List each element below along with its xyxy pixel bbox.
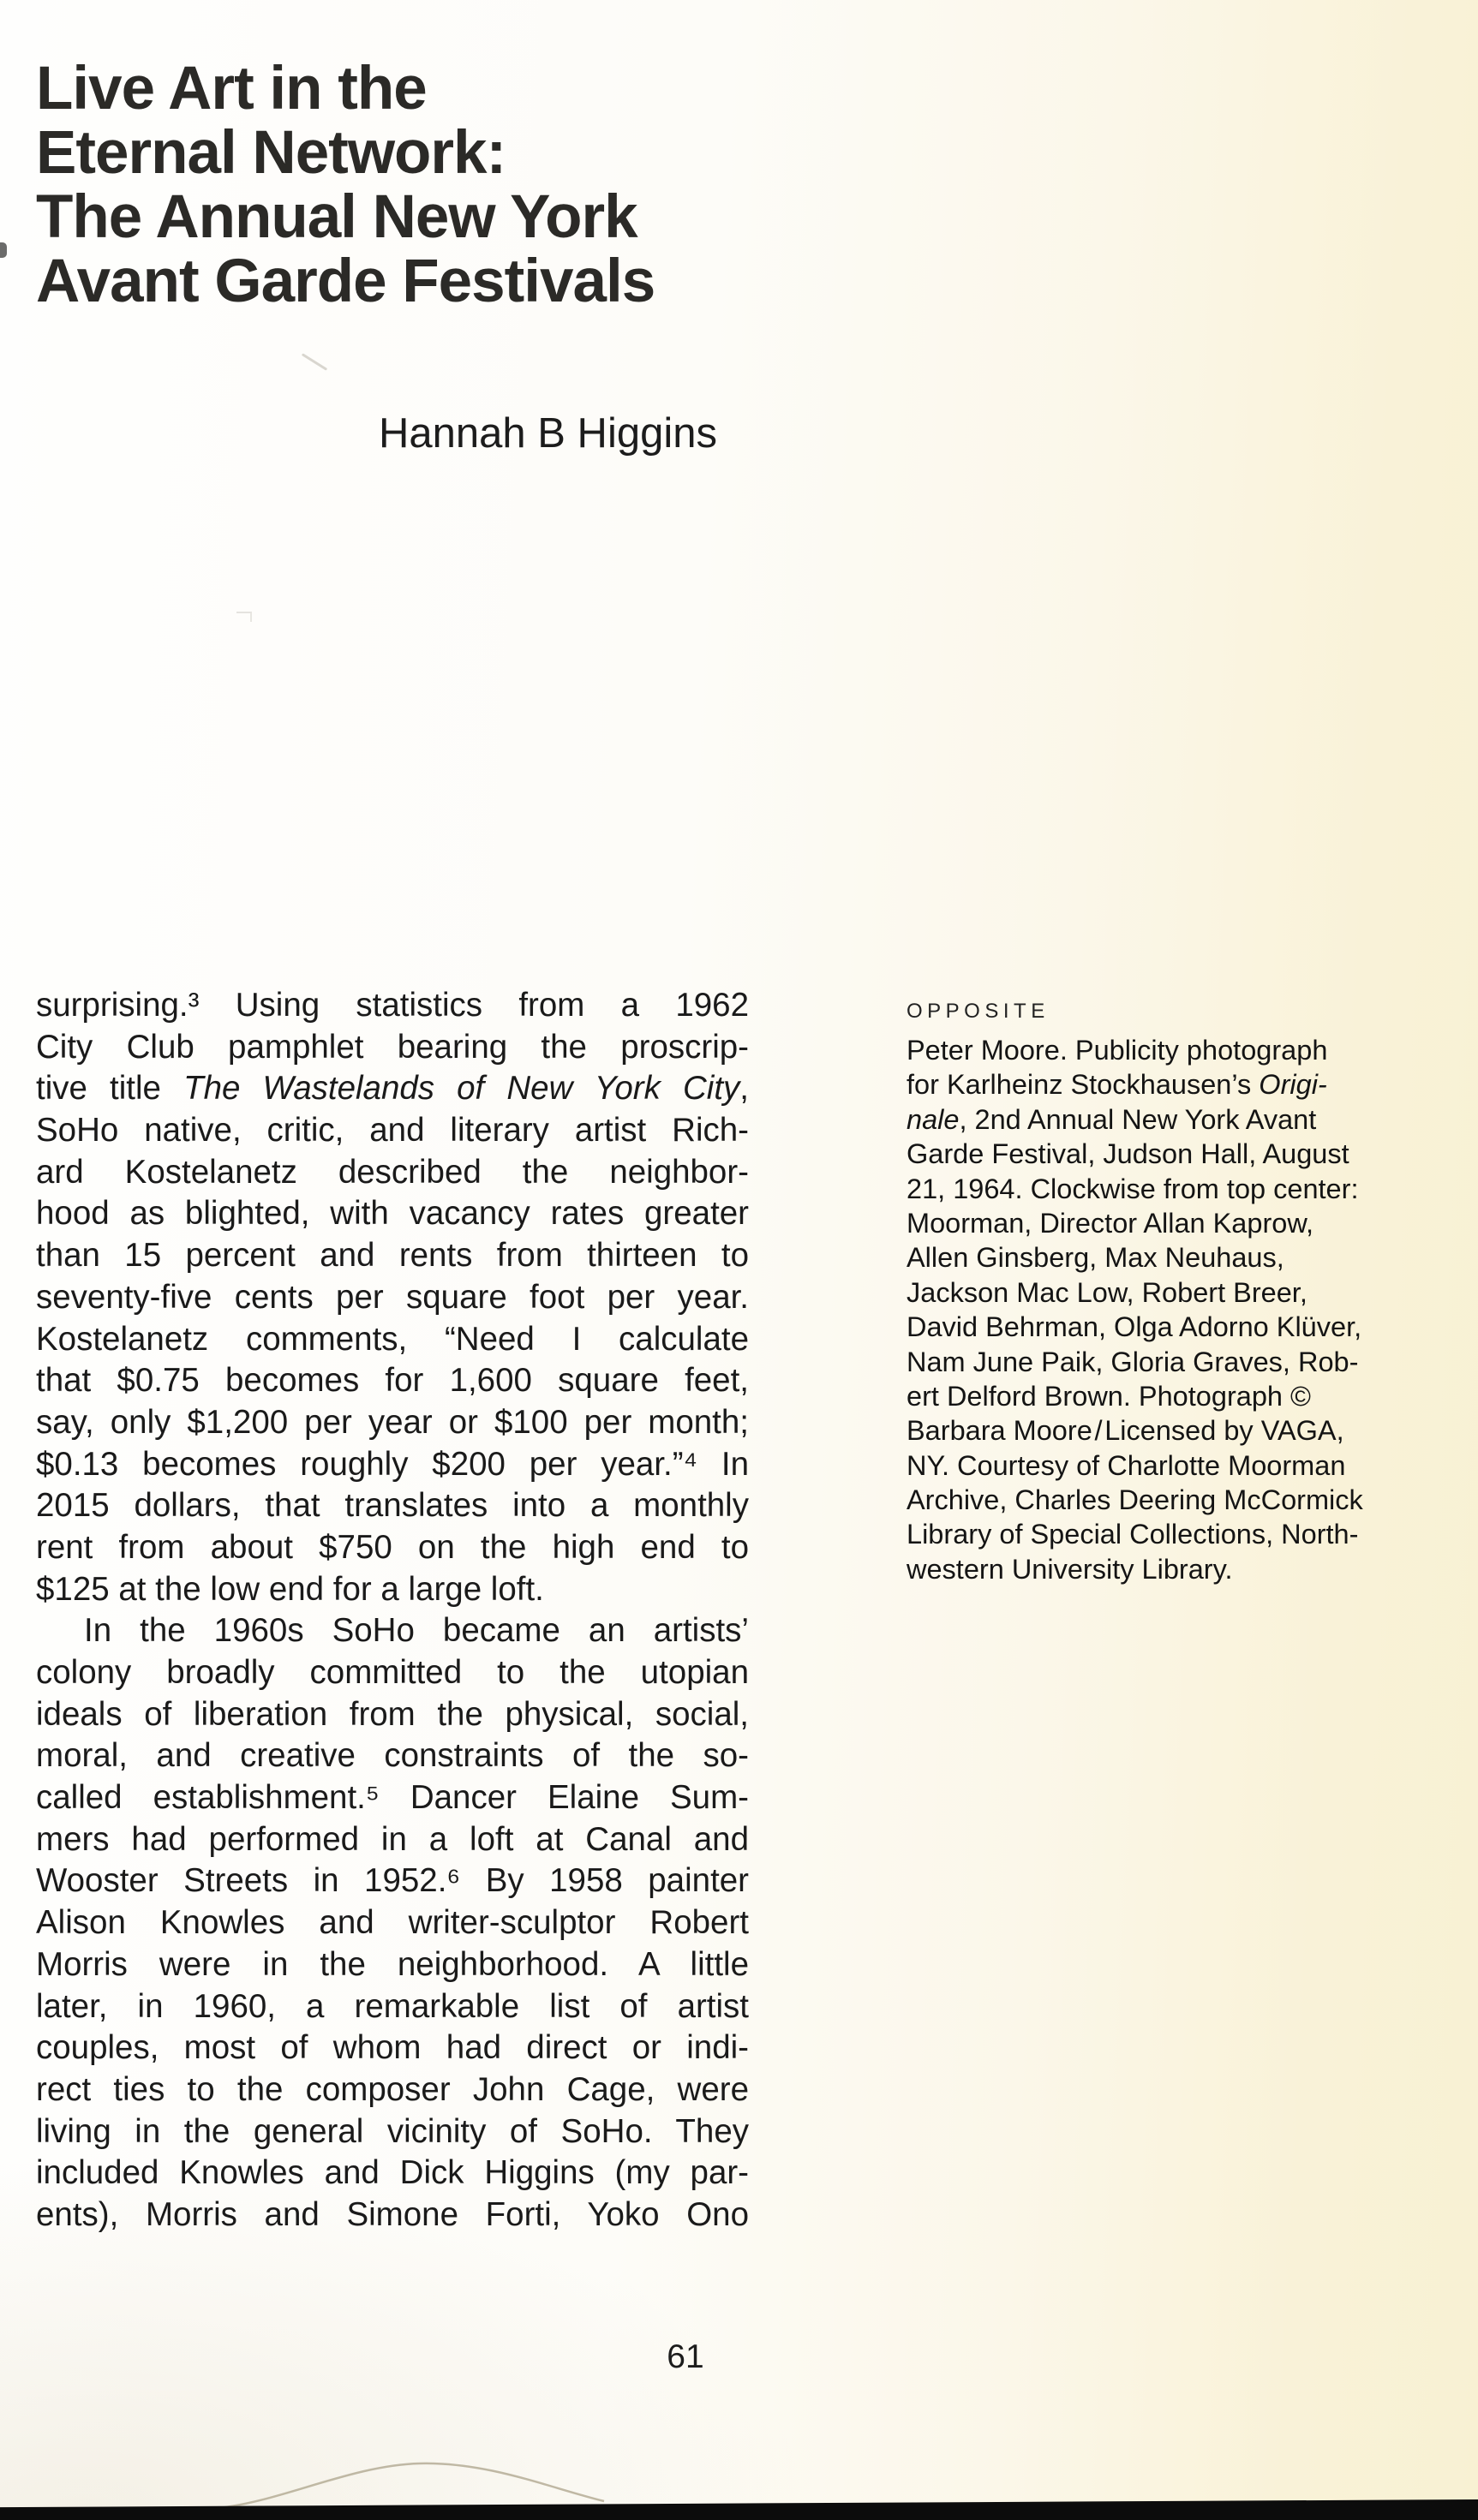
text-line: Allen Ginsberg, Max Neuhaus, <box>907 1242 1284 1274</box>
text-line: 21, 1964. Clockwise from top center: <box>907 1173 1359 1204</box>
text-line: Morris were in the neighborhood. A little <box>36 1945 749 1983</box>
text-line: ideals of liberation from the physical, social, <box>36 1695 749 1733</box>
text-line: hood as blighted, with vacancy rates greater <box>36 1195 749 1233</box>
author-name: Hannah B Higgins <box>379 410 717 457</box>
body-text-column <box>36 985 749 2236</box>
page-number: 61 <box>667 2338 704 2375</box>
text-line: Archive, Charles Deering McCormick <box>907 1484 1363 1516</box>
text-line: Moorman, Director Allan Kaprow, <box>907 1207 1314 1239</box>
text-line: Garde Festival, Judson Hall, August <box>907 1138 1349 1170</box>
text-line: SoHo native, critic, and literary artist Rich- <box>36 1112 749 1150</box>
text-line: say, only $1,200 per year or $100 per month; <box>36 1403 749 1441</box>
text-line: surprising.³ Using statistics from a 1962 <box>36 987 749 1024</box>
text-line: nale, 2nd Annual New York Avant <box>907 1103 1317 1135</box>
text-line: than 15 percent and rents from thirteen to <box>36 1237 749 1275</box>
text-line: $125 at the low end for a large loft. <box>36 1570 544 1608</box>
text-line: living in the general vicinity of SoHo. They <box>36 2112 749 2150</box>
text-line: Jackson Mac Low, Robert Breer, <box>907 1276 1307 1308</box>
text-line: Nam June Paik, Gloria Graves, Rob- <box>907 1346 1359 1377</box>
text-line: called establishment.⁵ Dancer Elaine Sum- <box>36 1779 749 1817</box>
title-line-1: Live Art in the <box>36 55 427 122</box>
text-line: Barbara Moore / Licensed by VAGA, <box>907 1415 1344 1447</box>
text-line: David Behrman, Olga Adorno Klüver, <box>907 1311 1362 1343</box>
text-line: rect ties to the composer John Cage, were <box>36 2070 749 2108</box>
text-line: colony broadly committed to the utopian <box>36 1654 749 1691</box>
caption-text <box>907 1033 1421 1586</box>
text-line: for Karlheinz Stockhausen’s Origi- <box>907 1069 1327 1101</box>
title-line-2: Eternal Network: <box>36 119 506 187</box>
scan-dot-artifact <box>236 612 252 622</box>
text-line: ard Kostelanetz described the neighbor- <box>36 1153 749 1191</box>
text-line: included Knowles and Dick Higgins (my par- <box>36 2154 749 2192</box>
text-line: In the 1960s SoHo became an artists’ <box>84 1612 749 1650</box>
text-line: moral, and creative constraints of the so- <box>36 1737 749 1775</box>
text-line: 2015 dollars, that translates into a monthly <box>36 1487 749 1525</box>
text-line: western University Library. <box>907 1553 1233 1585</box>
caption-label: OPPOSITE <box>907 1000 1050 1023</box>
text-line: ents), Morris and Simone Forti, Yoko Ono <box>36 2195 749 2233</box>
text-line: Alison Knowles and writer-sculptor Robert <box>36 1904 749 1942</box>
text-line: Peter Moore. Publicity photograph <box>907 1035 1328 1066</box>
text-line: rent from about $750 on the high end to <box>36 1528 749 1566</box>
text-line: tive title The Wastelands of New York City, <box>36 1070 749 1108</box>
scan-smudge-mark <box>302 353 327 371</box>
text-line: City Club pamphlet bearing the proscrip- <box>36 1028 749 1066</box>
text-line: Library of Special Collections, North- <box>907 1519 1359 1550</box>
text-line: later, in 1960, a remarkable list of artist <box>36 1987 749 2025</box>
text-line: Wooster Streets in 1952.⁶ By 1958 painter <box>36 1862 749 1900</box>
caption-column <box>907 999 1421 1586</box>
text-line: couples, most of whom had direct or indi- <box>36 2029 749 2067</box>
text-line: ert Delford Brown. Photograph © <box>907 1380 1311 1412</box>
title-line-4: Avant Garde Festivals <box>36 248 655 315</box>
text-line: Kostelanetz comments, “Need I calculate <box>36 1320 749 1358</box>
text-line: seventy-five cents per square foot per year. <box>36 1278 749 1316</box>
title-line-3: The Annual New York <box>36 183 637 251</box>
text-line: mers had performed in a loft at Canal and <box>36 1820 749 1858</box>
text-line: $0.13 becomes roughly $200 per year.”⁴ In <box>36 1445 749 1483</box>
article-title <box>36 57 655 314</box>
text-line: NY. Courtesy of Charlotte Moorman <box>907 1449 1346 1481</box>
text-line: that $0.75 becomes for 1,600 square feet, <box>36 1362 749 1400</box>
scan-edge-mark <box>0 242 7 258</box>
